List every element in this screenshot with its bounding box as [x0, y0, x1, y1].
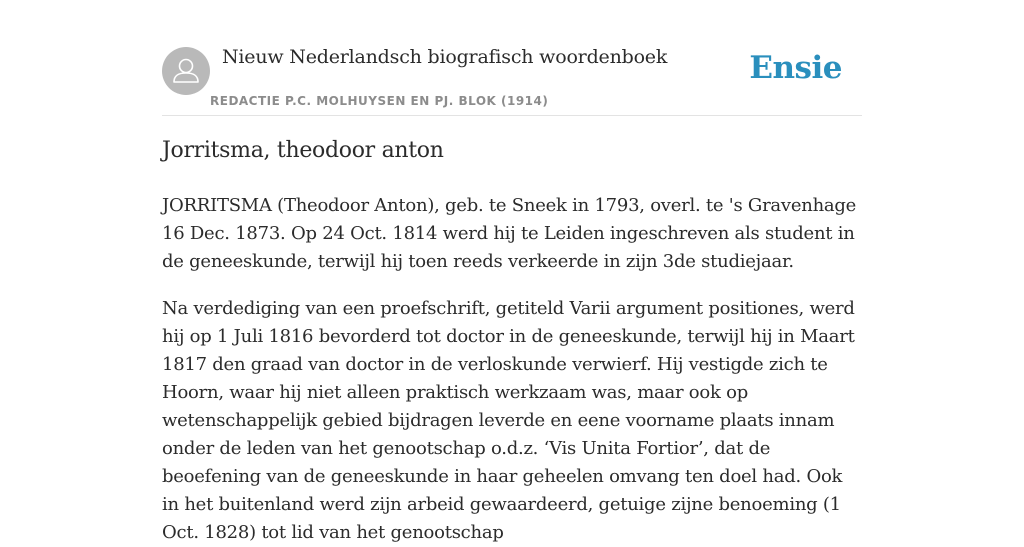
- article-paragraph: Na verdediging van een proefschrift, getiteld Varii argument positiones, werd hij op 1 Juli 1816 bevorderd tot doctor in de geneeskunde, terwijl hij in Maart 1817 den graad van doctor in de verloskunde verwierf. Hij vestigde zich te Hoorn, waar hij niet alleen praktisch werkzaam was, maar ook op wetenschappelijk gebied bijdragen leverde en eene voorname plaats innam onder de leden van het genootschap o.d.z. ‘Vis Unita Fortior’, dat de beoefening van de geneeskunde in haar geheelen omvang ten doel had. Ook in het buitenland werd zijn arbeid gewaardeerd, getuige zijne benoeming (1 Oct. 1828) tot lid van het genootschap: [162, 298, 855, 543]
- article-title: Jorritsma, theodoor anton: [162, 138, 444, 163]
- avatar[interactable]: [162, 47, 210, 95]
- source-title[interactable]: Nieuw Nederlandsch biografisch woordenboek: [222, 46, 668, 68]
- user-silhouette-icon: [162, 47, 210, 95]
- source-header: [162, 40, 862, 116]
- brand-logo[interactable]: Ensie: [749, 50, 842, 86]
- source-subtitle: REDACTIE P.C. MOLHUYSEN EN PJ. BLOK (1914): [210, 94, 549, 108]
- article-paragraph: JORRITSMA (Theodoor Anton), geb. te Sneek in 1793, overl. te 's Gravenhage 16 Dec. 1873. Op 24 Oct. 1814 werd hij te Leiden ingeschreven als student in de geneeskunde, terwijl hij toen reeds verkeerde in zijn 3de studiejaar.: [162, 195, 857, 272]
